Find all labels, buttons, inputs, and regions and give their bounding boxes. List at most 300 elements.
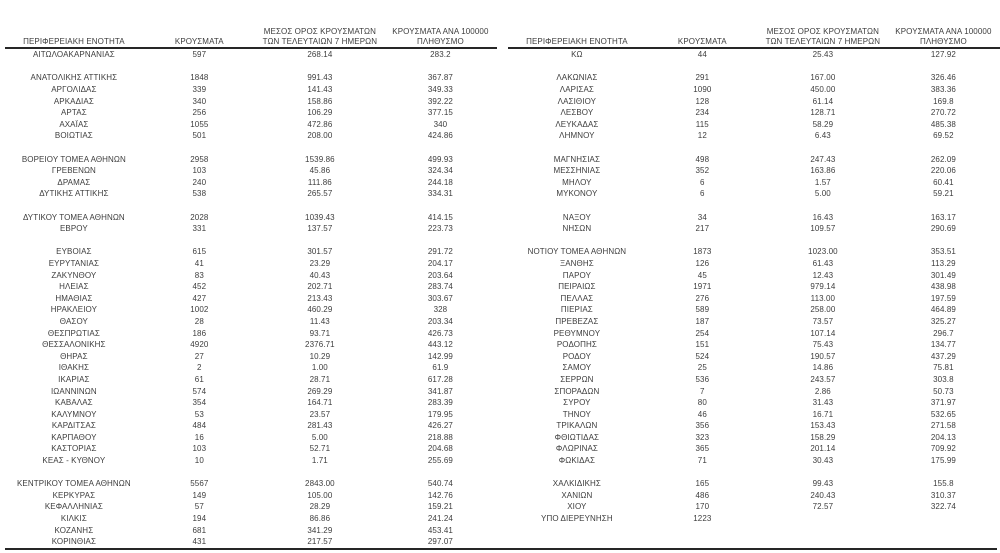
table-header-left [5,20,497,49]
cases-cell: 498 [695,154,710,164]
region-cell: ΚΕΡΚΥΡΑΣ [52,490,96,500]
cases-cell: 46 [697,409,707,419]
table-row [5,408,497,420]
table-row [5,397,497,409]
cases-cell: 356 [695,421,710,431]
avg7-cell: 991.43 [307,73,333,83]
avg7-cell: 240.43 [810,490,836,500]
per100k-cell: 244.18 [427,177,453,187]
per100k-cell: 142.76 [427,490,453,500]
table-row [5,119,497,131]
region-cell: ΠΕΙΡΑΙΩΣ [558,282,596,292]
per100k-cell: 324.34 [427,166,453,176]
table-row [5,374,497,386]
region-cell: ΠΙΕΡΙΑΣ [560,305,593,315]
region-cell: ΚΙΛΚΙΣ [60,514,87,524]
avg7-cell: 28.71 [309,374,331,384]
per100k-cell: 426.73 [427,328,453,338]
per100k-cell: 296.7 [933,328,954,338]
table-row [508,490,1000,502]
cases-cell: 524 [695,351,710,361]
per100k-cell: 155.8 [933,479,954,489]
avg7-cell: 5.00 [814,189,831,199]
cases-cell: 340 [192,96,207,106]
per100k-cell: 326.46 [930,73,956,83]
avg7-cell: 1023.00 [808,247,838,257]
avg7-cell: 213.43 [307,293,333,303]
separator-row [508,61,1000,73]
region-cell: ΚΕΝΤΡΙΚΟΥ ΤΟΜΕΑ ΑΘΗΝΩΝ [16,479,131,489]
per100k-cell: 142.99 [427,351,453,361]
table-row [508,95,1000,107]
avg7-cell: 201.14 [810,444,836,454]
avg7-cell: 450.00 [810,85,836,95]
region-cell: ΗΡΑΚΛΕΙΟΥ [50,305,98,315]
table-row [508,455,1000,467]
avg7-cell: 1.71 [311,456,328,466]
bottom-border-line [5,548,997,550]
table-header-right [508,20,1000,49]
avg7-cell: 265.57 [307,189,333,199]
avg7-cell: 75.43 [812,340,834,350]
avg7-cell: 2376.71 [305,340,335,350]
region-cell: ΦΩΚΙΔΑΣ [558,456,595,466]
cases-cell: 170 [695,502,710,512]
per100k-cell: 175.99 [930,456,956,466]
separator-row [5,61,497,73]
header-avg7 [256,27,384,47]
header-per100k-line2: ΠΛΗΘΥΣΜΟ [416,37,464,46]
per100k-cell: 341.87 [427,386,453,396]
header-avg7 [759,27,887,47]
per100k-cell: 532.65 [930,409,956,419]
header-per100k-line1: ΚΡΟΥΣΜΑΤΑ ΑΝΑ 100000 [392,27,489,36]
table-row [508,374,1000,386]
avg7-cell: 16.43 [812,212,834,222]
avg7-cell: 61.14 [812,96,834,106]
table-row [508,72,1000,84]
table-row [5,362,497,374]
table-row [5,385,497,397]
table-row [508,316,1000,328]
avg7-cell: 163.86 [810,166,836,176]
region-cell: ΚΟΖΑΝΗΣ [54,525,94,535]
header-region: ΠΕΡΙΦΕΡΕΙΑΚΗ ΕΝΟΤΗΤΑ [23,37,125,46]
region-cell: ΕΒΡΟΥ [59,224,88,234]
per100k-cell: 255.69 [427,456,453,466]
region-cell: ΝΑΞΟΥ [562,212,591,222]
per100k-cell: 169.8 [933,96,954,106]
table-row [5,269,497,281]
region-cell: ΦΛΩΡΙΝΑΣ [555,444,598,454]
avg7-cell: 16.71 [812,409,834,419]
region-cell: ΚΕΦΑΛΛΗΝΙΑΣ [44,502,103,512]
per100k-cell: 617.28 [427,374,453,384]
header-per100k [887,27,1000,47]
avg7-cell: 12.43 [812,270,834,280]
cases-cell: 2958 [190,154,209,164]
separator-row [508,142,1000,154]
per100k-cell: 197.59 [930,293,956,303]
region-cell: ΠΑΡΟΥ [562,270,591,280]
region-cell: ΧΑΛΚΙΔΙΚΗΣ [552,479,601,489]
table-row [5,536,497,548]
table-row [508,408,1000,420]
table-row [508,304,1000,316]
per100k-cell: 437.29 [930,351,956,361]
table-row [5,84,497,96]
cases-cell: 16 [194,432,204,442]
cases-cell: 7 [700,386,705,396]
table-row [5,258,497,270]
table-row [508,188,1000,200]
avg7-cell: 73.57 [812,316,834,326]
per100k-cell: 220.06 [930,166,956,176]
avg7-cell: 128.71 [810,108,836,118]
region-cell: ΜΥΚΟΝΟΥ [556,189,598,199]
table-row [5,339,497,351]
table-row [5,188,497,200]
table-row [508,258,1000,270]
region-cell: ΝΟΤΙΟΥ ΤΟΜΕΑ ΑΘΗΝΩΝ [527,247,627,257]
region-cell: ΝΗΣΩΝ [562,224,592,234]
cases-cell: 1223 [693,514,712,524]
per100k-cell: 262.09 [930,154,956,164]
region-cell: ΒΟΙΩΤΙΑΣ [54,131,93,141]
region-cell: ΜΗΛΟΥ [562,177,592,187]
per100k-cell: 367.87 [427,73,453,83]
region-cell: ΥΠΟ ΔΙΕΡΕΥΝΗΣΗ [541,514,613,524]
cases-cell: 5567 [190,479,209,489]
region-cell: ΣΠΟΡΑΔΩΝ [554,386,600,396]
avg7-cell: 1539.86 [305,154,335,164]
region-cell: ΛΕΣΒΟΥ [560,108,594,118]
region-cell: ΑΝΑΤΟΛΙΚΗΣ ΑΤΤΙΚΗΣ [30,73,118,83]
table-row [5,490,497,502]
header-cases: ΚΡΟΥΣΜΑΤΑ [677,37,727,46]
table-row [508,432,1000,444]
cases-cell: 57 [194,502,204,512]
cases-cell: 6 [700,189,705,199]
region-cell: ΡΟΔΟΥ [562,351,592,361]
table-row [508,49,1000,61]
cases-cell: 80 [697,398,707,408]
table-row [5,304,497,316]
separator-row [5,466,497,478]
cases-cell: 186 [192,328,207,338]
cases-cell: 115 [695,119,709,129]
table-row [5,211,497,223]
region-cell: ΔΡΑΜΑΣ [57,177,91,187]
avg7-cell: 281.43 [307,421,333,431]
cases-cell: 1002 [190,305,209,315]
avg7-cell: 153.43 [810,421,836,431]
table-row [508,153,1000,165]
avg7-cell: 460.29 [307,305,333,315]
region-cell: ΚΩ [571,50,583,60]
table-row [508,130,1000,142]
cases-cell: 681 [192,525,207,535]
cases-cell: 217 [695,224,710,234]
per100k-cell: 499.93 [427,154,453,164]
cases-cell: 61 [194,374,204,384]
table-row [5,153,497,165]
region-cell: ΞΑΝΘΗΣ [559,258,594,268]
region-cell: ΚΑΒΑΛΑΣ [55,398,93,408]
cases-cell: 165 [695,479,710,489]
table-row [5,95,497,107]
cases-cell: 2028 [190,212,209,222]
per100k-cell: 328 [433,305,448,315]
region-cell: ΑΡΤΑΣ [61,108,87,118]
per100k-cell: 290.69 [930,224,956,234]
table-row [508,211,1000,223]
cases-cell: 194 [192,514,207,524]
table-row [5,72,497,84]
avg7-cell: 52.71 [309,444,331,454]
region-cell: ΡΟΔΟΠΗΣ [556,340,597,350]
header-avg7-line1: ΜΕΣΟΣ ΟΡΟΣ ΚΡΟΥΣΜΑΤΩΝ [766,27,879,36]
per100k-cell: 241.24 [427,514,453,524]
cases-cell: 41 [194,258,204,268]
avg7-cell: 472.86 [307,119,333,129]
region-cell: ΧΙΟΥ [567,502,587,512]
region-cell: ΤΗΝΟΥ [562,409,591,419]
cases-cell: 589 [695,305,710,315]
per100k-cell: 203.64 [427,270,453,280]
avg7-cell: 111.86 [307,177,332,187]
avg7-cell: 190.57 [810,351,836,361]
region-cell: ΠΡΕΒΕΖΑΣ [555,316,599,326]
cases-cell: 44 [697,50,707,60]
separator-row [5,200,497,212]
cases-cell: 1090 [693,85,712,95]
cases-cell: 6 [700,177,705,187]
region-cell: ΚΕΑΣ - ΚΥΘΝΟΥ [42,456,106,466]
cases-cell: 83 [194,270,204,280]
header-per100k-line1: ΚΡΟΥΣΜΑΤΑ ΑΝΑ 100000 [895,27,992,36]
avg7-cell: 99.43 [812,479,834,489]
region-cell: ΣΑΜΟΥ [562,363,592,373]
region-cell: ΓΡΕΒΕΝΩΝ [51,166,96,176]
cases-cell: 254 [695,328,710,338]
table-row [5,130,497,142]
table-row [508,107,1000,119]
avg7-cell: 202.71 [307,282,333,292]
cases-cell: 34 [697,212,707,222]
avg7-cell: 113.00 [810,293,836,303]
cases-cell: 128 [695,96,710,106]
avg7-cell: 217.57 [307,537,333,547]
table-row [5,327,497,339]
avg7-cell: 2843.00 [305,479,335,489]
region-cell: ΛΗΜΝΟΥ [559,131,595,141]
avg7-cell: 106.29 [307,108,333,118]
per100k-cell: 392.22 [427,96,453,106]
region-cell: ΕΥΡΥΤΑΝΙΑΣ [48,258,99,268]
table-row [508,443,1000,455]
cases-cell: 352 [695,166,710,176]
per100k-cell: 438.98 [930,282,956,292]
per100k-cell: 340 [433,119,448,129]
header-avg7-line2: ΤΩΝ ΤΕΛΕΥΤΑΙΩΝ 7 ΗΜΕΡΩΝ [765,37,881,46]
per100k-cell: 179.95 [427,409,453,419]
table-row [5,478,497,490]
table-row [508,223,1000,235]
per100k-cell: 310.37 [930,490,956,500]
cases-cell: 331 [192,224,207,234]
avg7-cell: 167.00 [810,73,836,83]
table-body-left [5,49,497,548]
avg7-cell: 107.14 [810,328,836,338]
avg7-cell: 23.29 [309,258,331,268]
cases-cell: 354 [192,398,207,408]
cases-cell: 126 [695,258,710,268]
table-row [508,165,1000,177]
avg7-cell: 93.71 [309,328,331,338]
region-cell: ΡΕΘΥΜΝΟΥ [553,328,601,338]
table-row [5,432,497,444]
region-cell: ΙΘΑΚΗΣ [58,363,90,373]
per100k-cell: 383.36 [930,85,956,95]
table-row [508,246,1000,258]
region-cell: ΗΜΑΘΙΑΣ [55,293,93,303]
cases-cell: 1971 [693,282,712,292]
region-cell: ΒΟΡΕΙΟΥ ΤΟΜΕΑ ΑΘΗΝΩΝ [21,154,126,164]
separator-row [508,235,1000,247]
region-cell: ΦΘΙΩΤΙΔΑΣ [554,432,600,442]
per100k-cell: 303.67 [427,293,453,303]
cases-cell: 323 [695,432,710,442]
region-cell: ΘΕΣΠΡΩΤΙΑΣ [47,328,100,338]
per100k-cell: 424.86 [427,131,453,141]
avg7-cell: 11.43 [309,316,330,326]
header-avg7-line1: ΜΕΣΟΣ ΟΡΟΣ ΚΡΟΥΣΜΑΤΩΝ [263,27,376,36]
per100k-cell: 61.9 [432,363,449,373]
cases-cell: 28 [194,316,204,326]
per100k-cell: 283.39 [427,398,453,408]
region-cell: ΑΧΑΪΑΣ [59,119,89,129]
cases-cell: 4920 [190,340,209,350]
cases-cell: 486 [695,490,710,500]
region-cell: ΕΥΒΟΙΑΣ [56,247,92,257]
avg7-cell: 31.43 [812,398,834,408]
cases-cell: 187 [695,316,710,326]
per100k-cell: 426.27 [427,421,453,431]
per100k-cell: 271.58 [930,421,956,431]
cases-cell: 256 [192,108,207,118]
table-row [508,177,1000,189]
region-cell: ΣΕΡΡΩΝ [560,374,594,384]
cases-cell: 452 [192,282,207,292]
per100k-cell: 322.74 [930,502,956,512]
header-per100k [384,27,497,47]
cases-cell: 25 [697,363,707,373]
table-row [5,165,497,177]
regional-table-right [508,20,1000,548]
cases-cell: 2 [197,363,202,373]
avg7-cell: 158.29 [810,432,836,442]
region-cell: ΚΟΡΙΝΘΙΑΣ [51,537,97,547]
avg7-cell: 301.57 [307,247,333,257]
table-row [508,339,1000,351]
table-row [508,269,1000,281]
region-cell: ΗΛΕΙΑΣ [59,282,89,292]
avg7-cell: 258.00 [810,305,836,315]
avg7-cell: 58.29 [812,119,834,129]
per100k-cell: 303.8 [933,374,954,384]
region-cell: ΙΩΑΝΝΙΝΩΝ [50,386,97,396]
cases-cell: 1055 [190,119,209,129]
region-cell: ΙΚΑΡΙΑΣ [58,374,90,384]
table-row [5,246,497,258]
per100k-cell: 204.13 [930,432,956,442]
cases-cell: 484 [192,421,207,431]
avg7-cell: 28.29 [309,502,331,512]
table-row [5,177,497,189]
per100k-cell: 353.51 [930,247,956,257]
avg7-cell: 141.43 [307,85,333,95]
cases-cell: 27 [194,351,204,361]
table-row [508,513,1000,525]
region-cell: ΛΕΥΚΑΔΑΣ [555,119,599,129]
region-cell: ΜΕΣΣΗΝΙΑΣ [553,166,601,176]
region-cell: ΔΥΤΙΚΟΥ ΤΟΜΕΑ ΑΘΗΝΩΝ [22,212,125,222]
cases-cell: 234 [695,108,710,118]
per100k-cell: 414.15 [427,212,453,222]
per100k-cell: 75.81 [933,363,954,373]
avg7-cell: 208.00 [307,131,333,141]
per100k-cell: 59.21 [933,189,954,199]
header-region: ΠΕΡΙΦΕΡΕΙΑΚΗ ΕΝΟΤΗΤΑ [526,37,628,46]
header-avg7-line2: ΤΩΝ ΤΕΛΕΥΤΑΙΩΝ 7 ΗΜΕΡΩΝ [262,37,378,46]
per100k-cell: 291.72 [427,247,453,257]
per100k-cell: 709.92 [930,444,956,454]
region-cell: ΠΕΛΛΑΣ [560,293,594,303]
table-body-right [508,49,1000,524]
region-cell: ΖΑΚΥΝΘΟΥ [51,270,97,280]
cases-cell: 45 [697,270,707,280]
per100k-cell: 334.31 [427,189,453,199]
avg7-cell: 341.29 [307,525,333,535]
region-cell: ΛΑΣΙΘΙΟΥ [557,96,597,106]
table-row [508,327,1000,339]
table-row [5,350,497,362]
cases-cell: 10 [194,456,204,466]
per100k-cell: 283.74 [427,282,453,292]
avg7-cell: 1.00 [311,363,328,373]
per100k-cell: 50.73 [933,386,954,396]
avg7-cell: 6.43 [814,131,831,141]
per100k-cell: 301.49 [930,270,956,280]
avg7-cell: 268.14 [307,50,333,60]
table-row [5,524,497,536]
per100k-cell: 443.12 [427,340,453,350]
table-row [5,292,497,304]
avg7-cell: 247.43 [810,154,836,164]
region-cell: ΚΑΛΥΜΝΟΥ [51,409,97,419]
region-cell: ΜΑΓΝΗΣΙΑΣ [553,154,601,164]
table-row [508,281,1000,293]
cases-cell: 71 [697,456,707,466]
avg7-cell: 979.14 [810,282,836,292]
avg7-cell: 61.43 [812,258,834,268]
table-row [5,281,497,293]
per100k-cell: 60.41 [933,177,954,187]
avg7-cell: 86.86 [309,514,331,524]
avg7-cell: 5.00 [311,432,328,442]
cases-cell: 615 [192,247,207,257]
